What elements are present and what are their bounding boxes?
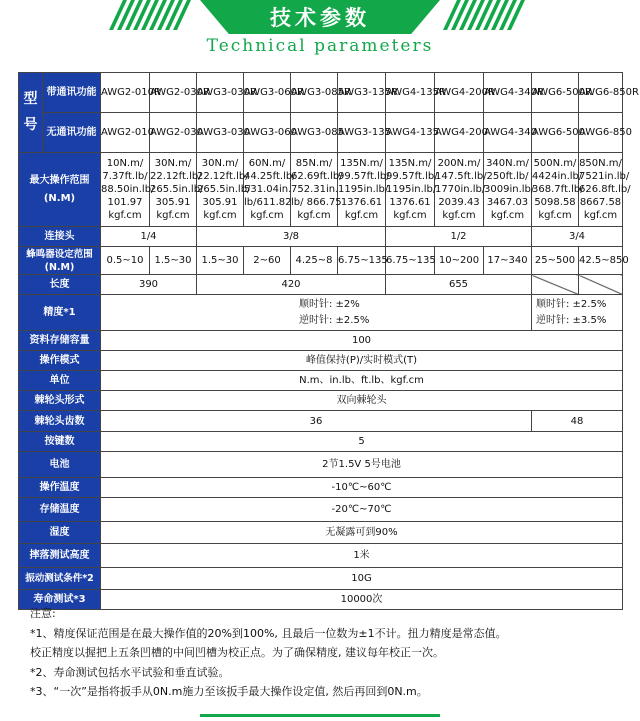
model-without-comm: AWG2-030 [150,113,197,153]
unit-value: N.m、in.lb、ft.lb、kgf.cm [101,371,623,391]
row-store-temp [19,498,623,522]
connector-value: 1/2 [386,227,532,247]
row-unit [19,371,623,391]
teeth-value: 48 [532,411,623,432]
model-label: 型 号 [19,73,43,153]
buzzer-value: 1.5~30 [150,247,197,275]
max-range-cell: 60N.m/ 44.25ft.lb/ 531.04in. lb/611.82 kgf.cm [244,153,291,227]
notes-title: 注意: [30,607,56,620]
life-value: 10000次 [101,590,623,610]
drop-label: 摔落测试高度 [19,544,101,568]
op-temp-label: 操作温度 [19,478,101,498]
max-range-cell: 340N.m/ 250ft.lb/ 3009in.lb/ 3467.03 kgf.cm [484,153,532,227]
length-empty-cell [532,275,579,295]
length-value: 655 [386,275,532,295]
buzzer-value: 17~340 [484,247,532,275]
buzzer-value: 1.5~30 [197,247,244,275]
teeth-label: 棘轮头齿数 [19,411,101,432]
notes [30,604,630,702]
memory-label: 资料存储容量 [19,331,101,351]
model-with-comm: AWG3-135R [338,73,386,113]
connector-label: 连接头 [19,227,101,247]
header-stripes-left [108,0,198,30]
row-keys [19,432,623,452]
model-with-comm: AWG4-340R [484,73,532,113]
battery-value: 2节1.5V 5号电池 [101,452,623,478]
max-range-cell: 10N.m/ 7.37ft.lb/ 88.50in.lb/ 101.97 kgf.cm [101,153,150,227]
ratchet-label: 棘轮头形式 [19,391,101,411]
max-range-cell: 135N.m/ 99.57ft.lb/ 1195in.lb/ 1376.61 kgf.cm [386,153,435,227]
model-with-comm: AWG4-135R [386,73,435,113]
model-without-comm: AWG4-135 [386,113,435,153]
row-mode [19,351,623,371]
row-max-range [19,153,623,227]
humidity-value: 无凝露可到90% [101,522,623,544]
row-length [19,275,623,295]
op-temp-value: -10℃~60℃ [101,478,623,498]
row-models-without-comm [19,113,623,153]
row-drop [19,544,623,568]
row-ratchet [19,391,623,411]
accuracy-main [101,295,532,331]
row-battery [19,452,623,478]
row-accuracy [19,295,623,331]
note-line: 校正精度以握把上五条凹槽的中间凹槽为校正点。为了确保精度, 建议每年校正一次。 [30,646,444,659]
buzzer-value: 0.5~10 [101,247,150,275]
life-label: 寿命测试*3 [19,590,101,610]
accuracy-cw: 顺时针: ±2% [299,298,360,310]
model-with-comm: AWG3-030R [197,73,244,113]
model-with-comm: AWG6-500R [532,73,579,113]
model-without-comm: AWG3-135 [338,113,386,153]
row-teeth [19,411,623,432]
model-with-comm: AWG3-060R [244,73,291,113]
store-temp-value: -20℃~70℃ [101,498,623,522]
model-with-comm: AWG2-010R [101,73,150,113]
model-without-comm: AWG4-340 [484,113,532,153]
model-with-comm: AWG6-850R [579,73,623,113]
accuracy-alt [532,295,623,331]
max-range-cell: 30N.m/ 22.12ft.lb/ 265.5in.lb/ 305.91 kgf.cm [197,153,244,227]
mode-label: 操作模式 [19,351,101,371]
row-humidity [19,522,623,544]
with-comm-label: 带通讯功能 [43,73,101,113]
header-stripes-right [442,0,532,30]
row-models-with-comm [19,73,623,113]
teeth-value: 36 [101,411,532,432]
model-with-comm: AWG4-200R [435,73,484,113]
buzzer-value: 6.75~135 [338,247,386,275]
model-without-comm: AWG6-500 [532,113,579,153]
buzzer-value: 42.5~850 [579,247,623,275]
store-temp-label: 存储温度 [19,498,101,522]
model-without-comm: AWG3-030 [197,113,244,153]
connector-value: 1/4 [101,227,197,247]
buzzer-value: 2~60 [244,247,291,275]
buzzer-value: 4.25~8 [291,247,338,275]
keys-label: 按键数 [19,432,101,452]
memory-value: 100 [101,331,623,351]
accuracy-label: 精度*1 [19,295,101,331]
humidity-label: 湿度 [19,522,101,544]
max-range-label: 最大操作范围(N.M) [19,153,101,227]
vibration-value: 10G [101,568,623,590]
buzzer-label: 蜂鸣器设定范围(N.M) [19,247,101,275]
ratchet-value: 双向棘轮头 [101,391,623,411]
note-line: *2、寿命测试包括水平试验和垂直试验。 [30,665,230,679]
battery-label: 电池 [19,452,101,478]
length-empty-cell [579,275,623,295]
header [0,0,640,62]
note-line: *3、“一次”是指将扳手从0N.m施力至该扳手最大操作设定值, 然后再回到0N.m。 [30,685,428,698]
connector-value: 3/8 [197,227,386,247]
row-buzzer [19,247,623,275]
model-without-comm: AWG6-850 [579,113,623,153]
length-value: 420 [197,275,386,295]
model-with-comm: AWG2-030R [150,73,197,113]
note-line: *1、精度保证范围是在最大操作值的20%到100%, 且最后一位数为±1不计。扭力精度是常态值。 [30,626,507,640]
max-range-cell: 85N.m/ 62.69ft.lb/ 752.31in. lb/ 866.75 kgf.cm [291,153,338,227]
accuracy-ccw: 逆时针: ±2.5% [299,314,370,326]
model-without-comm: AWG3-060 [244,113,291,153]
length-value: 390 [101,275,197,295]
keys-value: 5 [101,432,623,452]
buzzer-value: 25~500 [532,247,579,275]
row-vibration [19,568,623,590]
unit-label: 单位 [19,371,101,391]
max-range-cell: 135N.m/ 99.57ft.lb/ 1195in.lb/ 1376.61 kgf.cm [338,153,386,227]
drop-value: 1米 [101,544,623,568]
buzzer-value: 6.75~135 [386,247,435,275]
length-label: 长度 [19,275,101,295]
model-without-comm: AWG2-010 [101,113,150,153]
max-range-cell: 200N.m/ 147.5ft.lb/ 1770in.lb/ 2039.43 kgf.cm [435,153,484,227]
row-op-temp [19,478,623,498]
max-range-cell: 500N.m/ 4424in.lb/ 368.7ft.lb/ 5098.58 kgf.cm [532,153,579,227]
model-without-comm: AWG4-200 [435,113,484,153]
row-memory [19,331,623,351]
buzzer-value: 10~200 [435,247,484,275]
footer-divider [200,714,440,717]
without-comm-label: 无通讯功能 [43,113,101,153]
mode-value: 峰值保持(P)/实时模式(T) [101,351,623,371]
connector-value: 3/4 [532,227,623,247]
row-connector [19,227,623,247]
max-range-cell: 30N.m/ 22.12ft.lb/ 265.5in.lb/ 305.91 kgf.cm [150,153,197,227]
max-range-cell: 850N.m/ 7521in.lb/ 626.8ft.lb/ 8667.58 kgf.cm [579,153,623,227]
spec-table [18,72,639,610]
page-subtitle: Technical parameters [206,36,434,56]
accuracy-alt-ccw: 逆时针: ±3.5% [536,314,607,326]
model-without-comm: AWG3-085 [291,113,338,153]
accuracy-alt-cw: 顺时针: ±2.5% [536,298,607,310]
page-title: 技术参数 [270,6,370,30]
spec-table-container [18,72,639,610]
vibration-label: 振动测试条件*2 [19,568,101,590]
model-with-comm: AWG3-085R [291,73,338,113]
